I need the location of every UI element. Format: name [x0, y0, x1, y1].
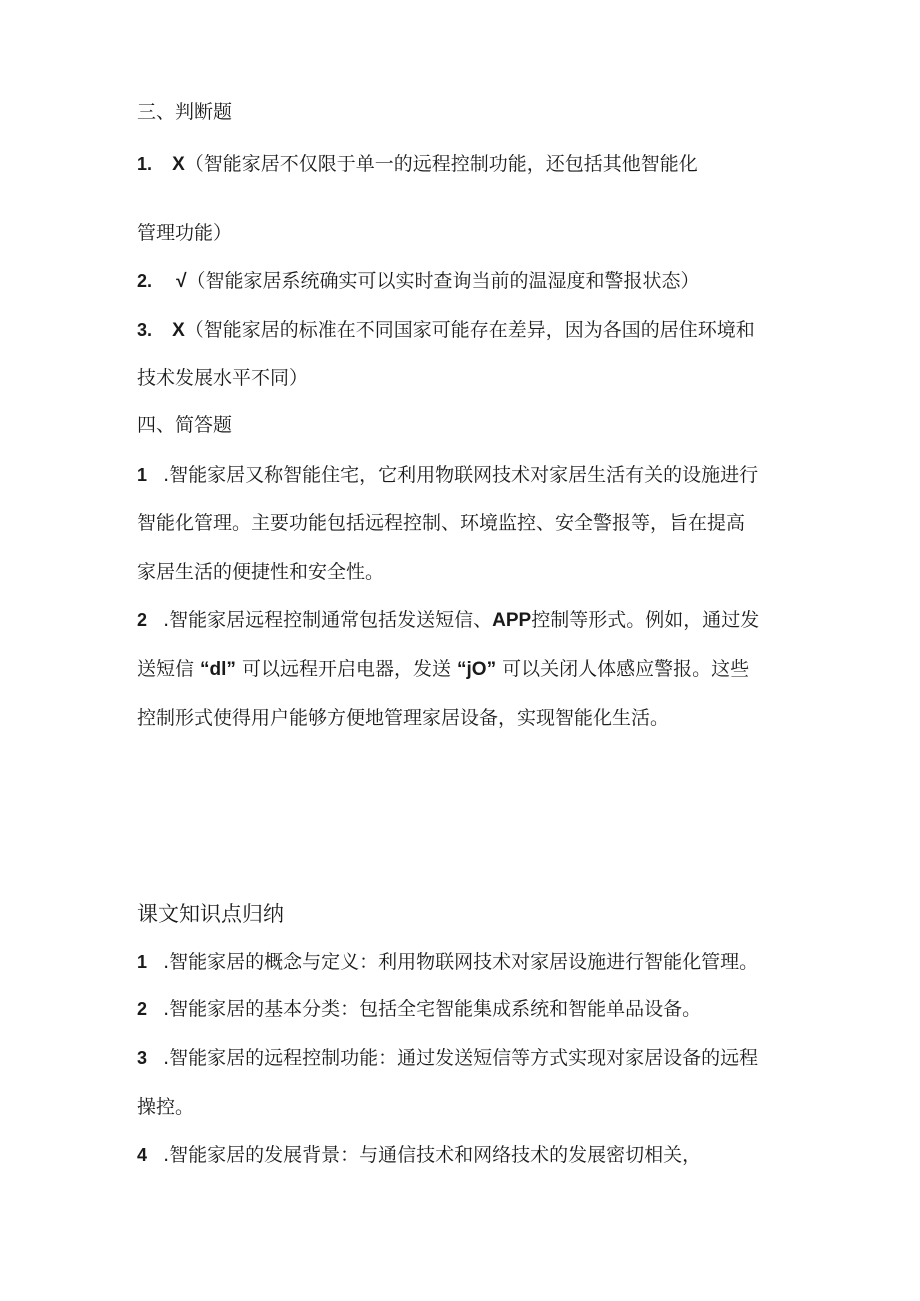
summary-item-4: [137, 1143, 701, 1167]
item-text: 可以远程开启电器，发送: [235, 658, 458, 680]
true-mark: √: [176, 271, 187, 292]
judgment-item-2: [137, 269, 700, 294]
item-number: 2: [137, 610, 148, 630]
item-number: 1: [137, 952, 148, 972]
answer-2-line-2: [137, 657, 749, 682]
item-number: 2: [137, 999, 148, 1019]
item-number: 4: [137, 1145, 148, 1165]
item-text: .智能家居的发展背景：与通信技术和网络技术的发展密切相关，: [163, 1144, 702, 1166]
summary-item-2: [137, 997, 701, 1021]
summary-item-1: [137, 950, 758, 974]
answer-1-line-2: 智能化管理。主要功能包括远程控制、环境监控、安全警报等，旨在提高: [137, 512, 746, 534]
item-text: .智能家居的基本分类：包括全宅智能集成系统和智能单品设备。: [163, 998, 702, 1020]
judgment-item-3: [137, 318, 755, 343]
item-number: 3: [137, 1048, 148, 1068]
item-text: 送短信: [137, 658, 201, 680]
section-heading-short-answer: 四、简答题: [137, 414, 233, 436]
section-heading-summary: 课文知识点归纳: [137, 902, 284, 926]
answer-2-line-3: 控制形式使得用户能够方便地管理家居设备，实现智能化生活。: [137, 707, 670, 729]
app-term: APP: [492, 610, 532, 631]
item-text: .智能家居又称智能住宅，它利用物联网技术对家居生活有关的设施进行: [163, 464, 759, 486]
item-text: （智能家居不仅限于单一的远程控制功能，还包括其他智能化: [184, 153, 698, 175]
item-number: 3.: [137, 320, 153, 340]
item-text: 可以关闭人体感应警报。这些: [496, 658, 750, 680]
summary-item-3-continued: 操控。: [137, 1096, 195, 1118]
judgment-item-3-continued: 技术发展水平不同）: [137, 367, 309, 389]
false-mark: X: [172, 320, 185, 341]
item-text: 控制等形式。例如，通过发: [531, 609, 760, 631]
item-number: 1: [137, 465, 148, 485]
section-heading-judgment: 三、判断题: [137, 101, 233, 123]
judgment-item-1-continued: 管理功能）: [137, 222, 233, 244]
item-text: （智能家居系统确实可以实时查询当前的温湿度和警报状态）: [186, 270, 700, 292]
item-text: .智能家居的概念与定义：利用物联网技术对家居设施进行智能化管理。: [163, 951, 759, 973]
sms-code-on: “dl”: [200, 659, 236, 680]
item-text: .智能家居远程控制通常包括发送短信、: [163, 609, 493, 631]
sms-code-off: “jO”: [457, 659, 497, 680]
false-mark: X: [172, 154, 185, 175]
answer-2-line-1: [137, 608, 759, 633]
item-number: 1.: [137, 154, 153, 174]
item-text: （智能家居的标准在不同国家可能存在差异，因为各国的居住环境和: [184, 319, 755, 341]
item-text: .智能家居的远程控制功能：通过发送短信等方式实现对家居设备的远程: [163, 1047, 759, 1069]
answer-1-line-3: 家居生活的便捷性和安全性。: [137, 561, 385, 583]
summary-item-3: [137, 1046, 758, 1070]
item-number: 2.: [137, 271, 153, 291]
answer-1-line-1: [137, 463, 758, 487]
judgment-item-1: [137, 152, 698, 177]
